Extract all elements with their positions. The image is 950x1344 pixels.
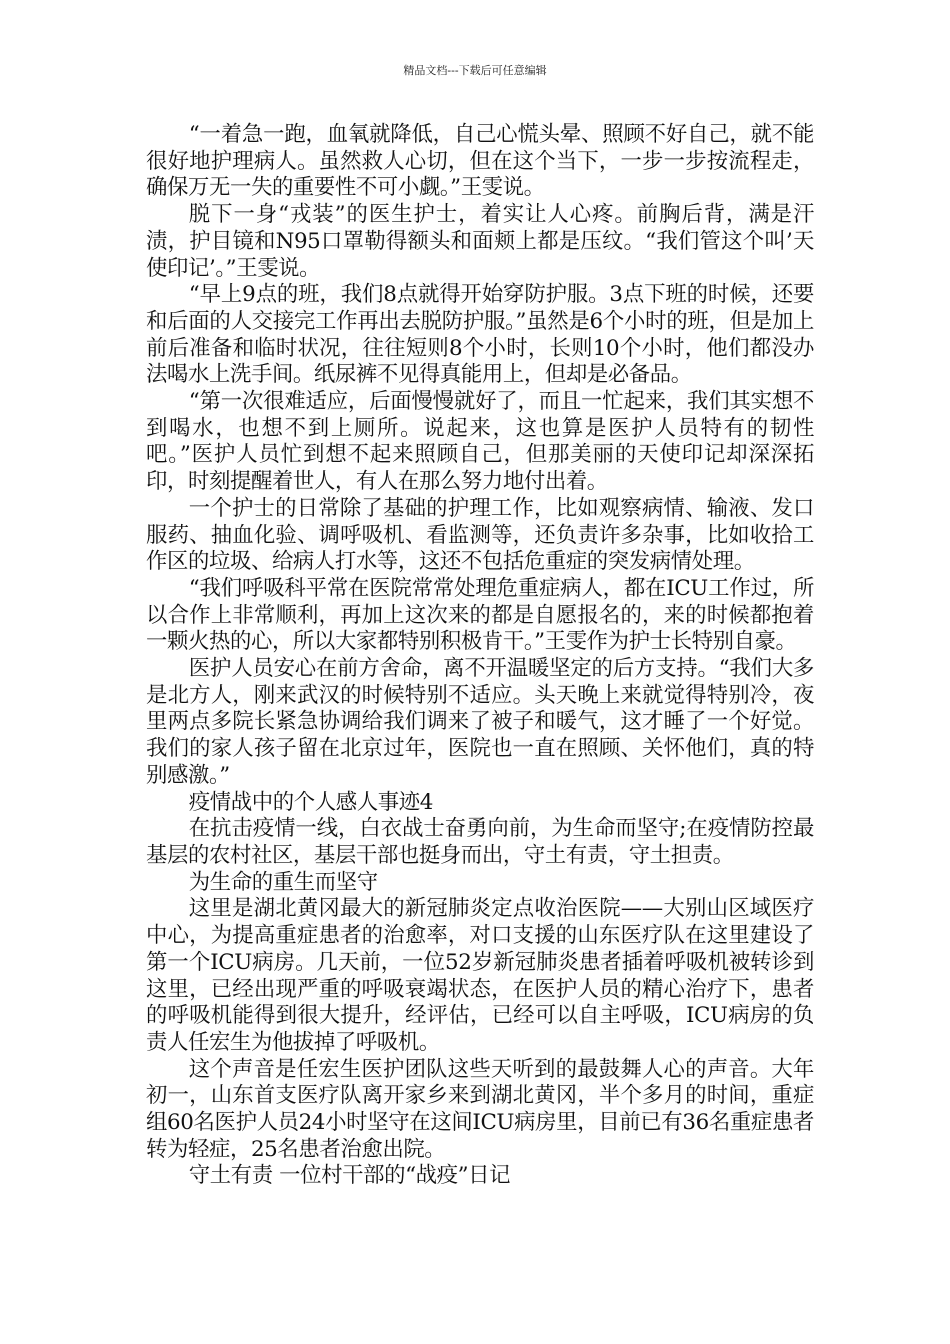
section-heading-story-4: 疫情战中的个人感人事迹4 [188, 789, 433, 815]
page-header: 精品文档---下载后可任意编辑 [403, 64, 547, 77]
document-body [146, 122, 814, 1190]
paragraph-2: 脱下一身“戎装”的医生护士，着实让人心疼。前胸后背，满是汗渍，护目镜和N95口罩勒得额头和面颊上都是压纹。“我们管这个叫’天使印记’。”王雯说。 [146, 202, 814, 281]
paragraph-1: “一着急一跑，血氧就降低，自己心慌头晕、照顾不好自己，就不能很好地护理病人。虽然救人心切，但在这个当下，一步一步按流程走，确保万无一失的重要性不可小觑。”王雯说。 [146, 122, 814, 201]
subheading-rebirth: 为生命的重生而坚守 [188, 869, 378, 895]
paragraph-10: 这个声音是任宏生医护团队这些天听到的最鼓舞人心的声音。大年初一，山东首支医疗队离开家乡来到湖北黄冈，半个多月的时间，重症组60名医护人员24小时坚守在这间ICU病房里，目前已有36名重症患者转为轻症，25名患者治愈出院。 [146, 1056, 814, 1162]
paragraph-5: 一个护士的日常除了基础的护理工作，比如观察病情、输液、发口服药、抽血化验、调呼吸机、看监测等，还负责许多杂事，比如收拾工作区的垃圾、给病人打水等，这还不包括危重症的突发病情处理。 [146, 495, 814, 575]
paragraph-8: 在抗击疫情一线，白衣战士奋勇向前，为生命而坚守;在疫情防控最基层的农村社区，基层干部也挺身而出，守土有责，守土担责。 [146, 816, 814, 868]
paragraph-6: “我们呼吸科平常在医院常常处理危重症病人，都在ICU工作过，所以合作上非常顺利，再加上这次来的都是自愿报名的，来的时候都抱着一颗火热的心，所以大家都特别积极肯干。”王雯作为护士长特别自豪。 [146, 575, 814, 655]
paragraph-9: 这里是湖北黄冈最大的新冠肺炎定点收治医院——大别山区域医疗中心，为提高重症患者的治愈率，对口支援的山东医疗队在这里建设了第一个ICU病房。几天前，一位52岁新冠肺炎患者插着呼吸机被转诊到这里，已经出现严重的呼吸衰竭状态，在医护人员的精心治疗下，患者的呼吸机能得到很大提升，经评估，已经可以自主呼吸，ICU病房的负责人任宏生为他拔掉了呼吸机。 [146, 896, 814, 1055]
subheading-village-diary: 守土有责 一位村干部的“战疫”日记 [188, 1163, 511, 1189]
paragraph-4: “第一次很难适应，后面慢慢就好了，而且一忙起来，我们其实想不到喝水，也想不到上厕所。说起来，这也算是医护人员特有的韧性吧。”医护人员忙到想不起来照顾自己，但那美丽的天使印记却深深拓印，时刻提醒着世人，有人在那么努力地付出着。 [146, 389, 814, 495]
paragraph-3: “早上9点的班，我们8点就得开始穿防护服。3点下班的时候，还要和后面的人交接完工作再出去脱防护服。”虽然是6个小时的班，但是加上前后准备和临时状况，往往短则8个小时，长则10个小时，他们都没办法喝水上洗手间。纸尿裤不见得真能用上，但却是必备品。 [146, 282, 814, 388]
paragraph-7: 医护人员安心在前方舍命，离不开温暖坚定的后方支持。“我们大多是北方人，刚来武汉的时候特别不适应。头天晚上来就觉得特别冷，夜里两点多院长紧急协调给我们调来了被子和暖气，这才睡了一个好觉。我们的家人孩子留在北京过年，医院也一直在照顾、关怀他们，真的特别感激。” [146, 656, 814, 788]
